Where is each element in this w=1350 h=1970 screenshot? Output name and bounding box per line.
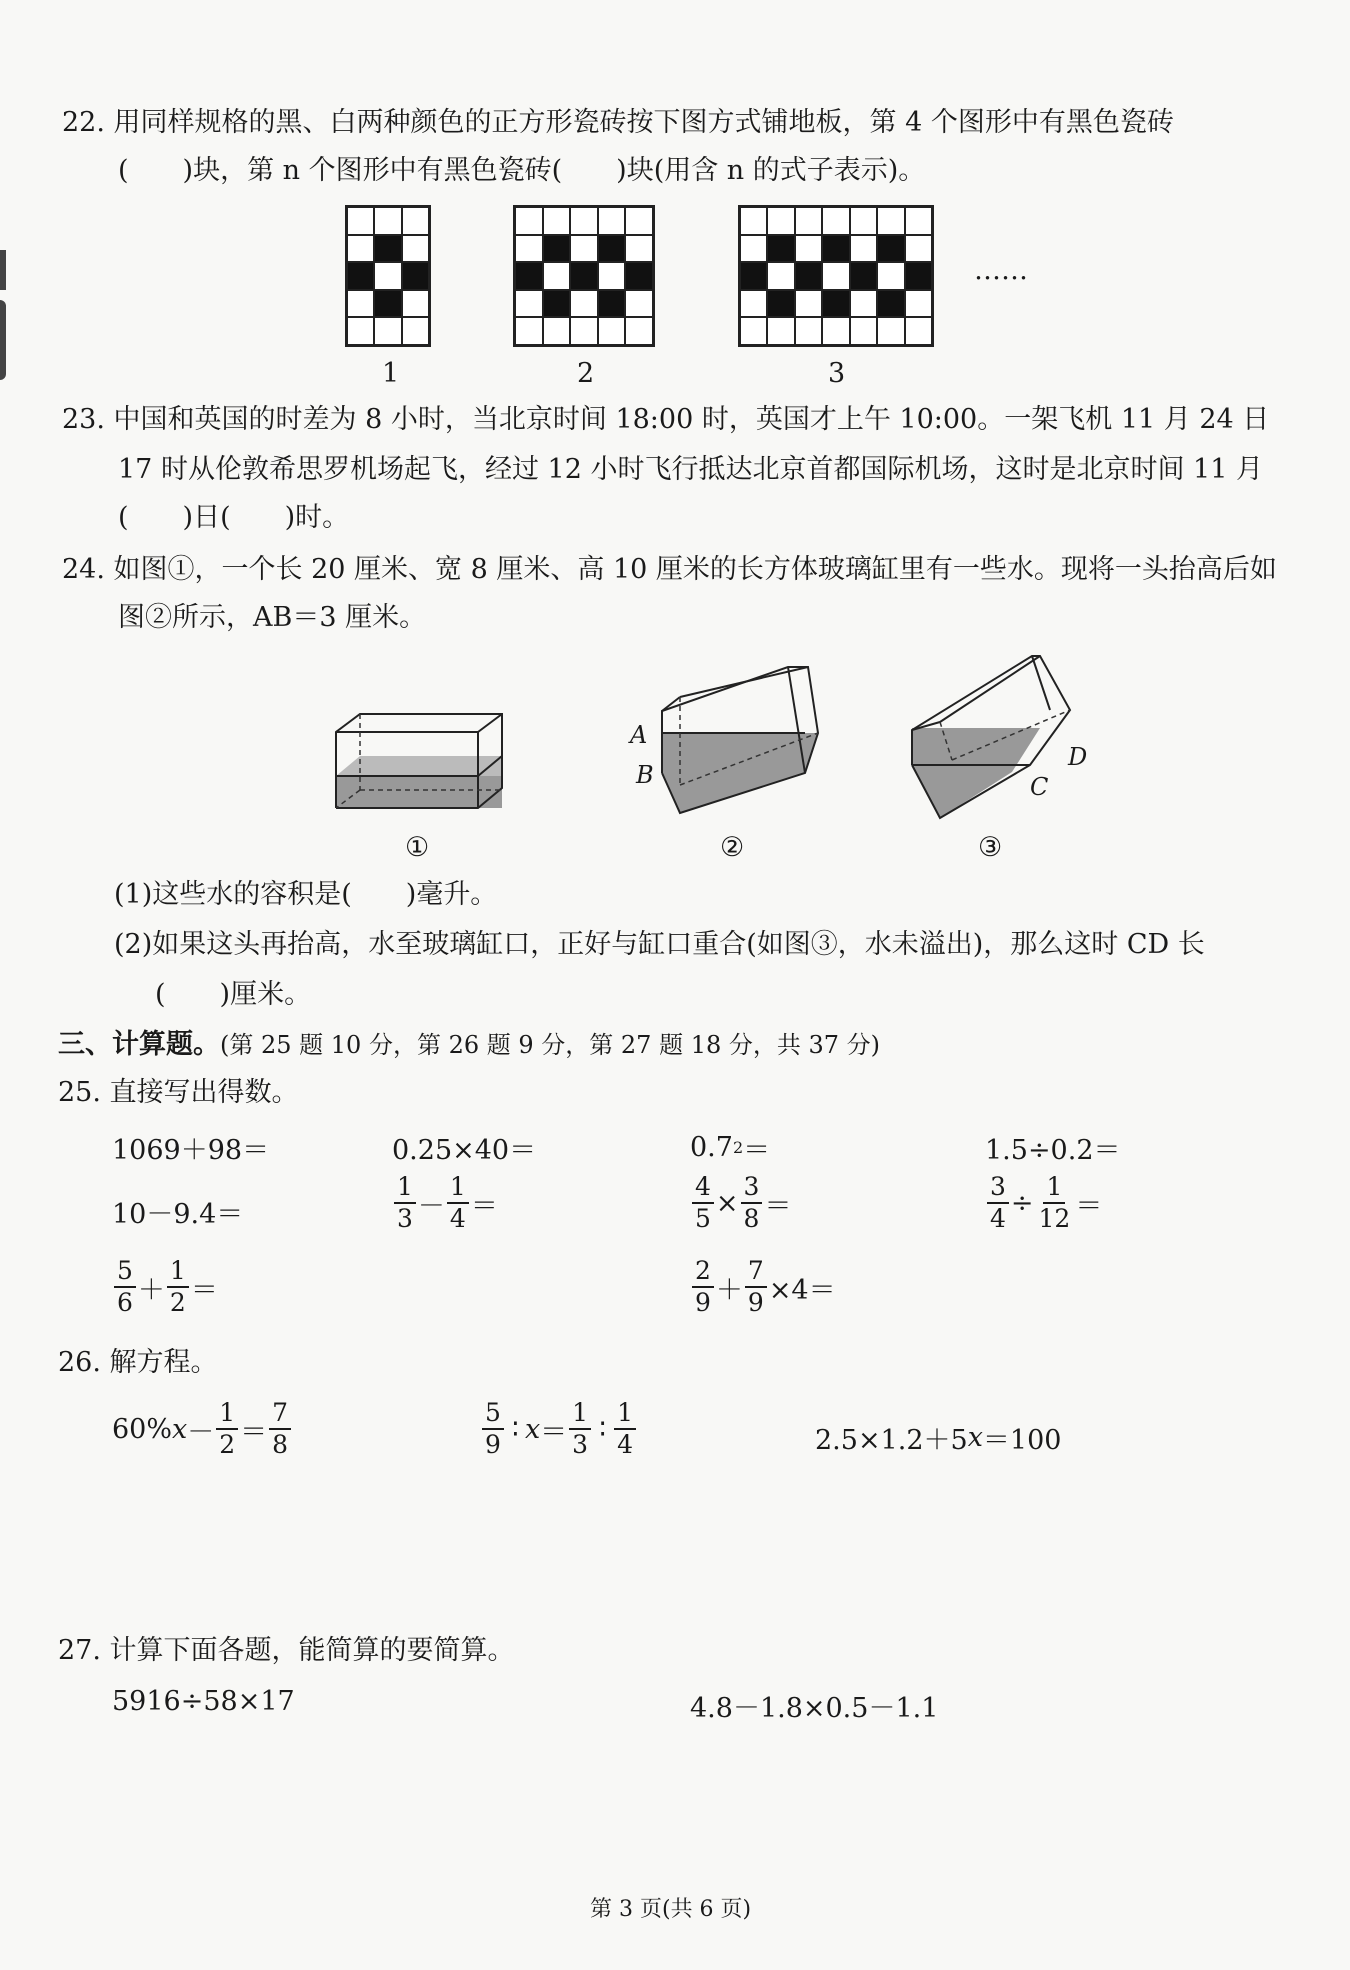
- point-D-label: D: [1068, 743, 1088, 771]
- tile-figure-3: [738, 205, 934, 347]
- q26-eq-3: 2.5×1.2＋5 x ＝100: [815, 1422, 1062, 1456]
- q25-expr-10: $\frac{2}{9}$ ＋ $\frac{7}{9}$ ×4＝: [690, 1256, 836, 1318]
- tile-figure-2: [513, 205, 655, 347]
- q25-title: 25. 直接写出得数。: [58, 1077, 299, 1108]
- q23-line1: 23. 中国和英国的时差为 8 小时，当北京时间 18:00 时，英国才上午 10:00。一架飞机 11 月 24 日: [62, 404, 1270, 435]
- fig-label-3: ③: [978, 832, 1003, 863]
- q27-title: 27. 计算下面各题，能简算的要简算。: [58, 1635, 515, 1666]
- tile-figure-1: [345, 205, 431, 347]
- q27-expr-2: 4.8－1.8×0.5－1.1: [690, 1693, 939, 1724]
- point-A-label: A: [630, 721, 648, 749]
- q25-expr-1: 1069＋98＝: [112, 1135, 270, 1166]
- q25-expr-3: 0.7 2 ＝: [690, 1132, 771, 1166]
- tile-label-1: 1: [382, 358, 400, 389]
- q27-expr-1: 5916÷58×17: [112, 1686, 295, 1717]
- q24-sub2-line2: ( )厘米。: [155, 979, 312, 1010]
- q23-line2: 17 时从伦敦希思罗机场起飞，经过 12 小时飞行抵达北京首都国际机场，这时是北京时间 11 月: [118, 454, 1263, 485]
- tile-label-3: 3: [828, 358, 846, 389]
- section3-heading: [58, 1030, 880, 1060]
- glass-tank-figure-3: [900, 650, 1080, 825]
- q24-line2: 图②所示，AB＝3 厘米。: [118, 602, 427, 633]
- point-C-label: C: [1030, 773, 1049, 801]
- q25-expr-8: $\frac{3}{4}$ ÷ $\frac{1}{12}$ ＝: [985, 1172, 1102, 1234]
- binding-mark: [0, 250, 6, 290]
- q26-eq-1: 60% x － $\frac{1}{2}$ ＝ $\frac{7}{8}$: [112, 1398, 293, 1460]
- binding-mark: [0, 300, 6, 380]
- q22-line1: 22. 用同样规格的黑、白两种颜色的正方形瓷砖按下图方式铺地板，第 4 个图形中有黑色瓷砖: [62, 107, 1174, 138]
- section3-title: 三、计算题。: [58, 1029, 220, 1060]
- q25-expr-4: 1.5÷0.2＝: [985, 1135, 1121, 1166]
- q25-expr-6: $\frac{1}{3}$ － $\frac{1}{4}$ ＝: [392, 1172, 498, 1234]
- q23-line3: ( )日( )时。: [118, 502, 350, 533]
- q25-expr-2: 0.25×40＝: [392, 1135, 537, 1166]
- section3-note: (第 25 题 10 分，第 26 题 9 分，第 27 题 18 分，共 37 分): [220, 1031, 881, 1059]
- glass-tank-figure-2: [640, 655, 835, 825]
- tile-label-2: 2: [577, 358, 595, 389]
- glass-tank-figure-1: [330, 700, 510, 820]
- q24-line1: 24. 如图①，一个长 20 厘米、宽 8 厘米、高 10 厘米的长方体玻璃缸里有一些水。现将一头抬高后如: [62, 554, 1277, 585]
- q24-sub1: (1)这些水的容积是( )毫升。: [114, 879, 498, 910]
- q25-expr-5: 10－9.4＝: [112, 1199, 244, 1230]
- fig-label-2: ②: [720, 832, 745, 863]
- q26-eq-2: $\frac{5}{9}$ ∶ x ＝ $\frac{1}{3}$ ∶ $\frac{1}{4}$: [480, 1398, 638, 1460]
- fig-label-1: ①: [405, 832, 430, 863]
- q22-line2: ( )块，第 n 个图形中有黑色瓷砖( )块(用含 n 的式子表示)。: [118, 155, 926, 186]
- page-number-footer: 第 3 页(共 6 页): [590, 1897, 752, 1922]
- point-B-label: B: [636, 761, 654, 789]
- q24-sub2-line1: (2)如果这头再抬高，水至玻璃缸口，正好与缸口重合(如图③，水未溢出)，那么这时 CD 长: [114, 929, 1205, 960]
- tile-ellipsis: ……: [974, 255, 1028, 286]
- q25-expr-9: $\frac{5}{6}$ ＋ $\frac{1}{2}$ ＝: [112, 1256, 218, 1318]
- q26-title: 26. 解方程。: [58, 1347, 218, 1378]
- q25-expr-7: $\frac{4}{5}$ × $\frac{3}{8}$ ＝: [690, 1172, 791, 1234]
